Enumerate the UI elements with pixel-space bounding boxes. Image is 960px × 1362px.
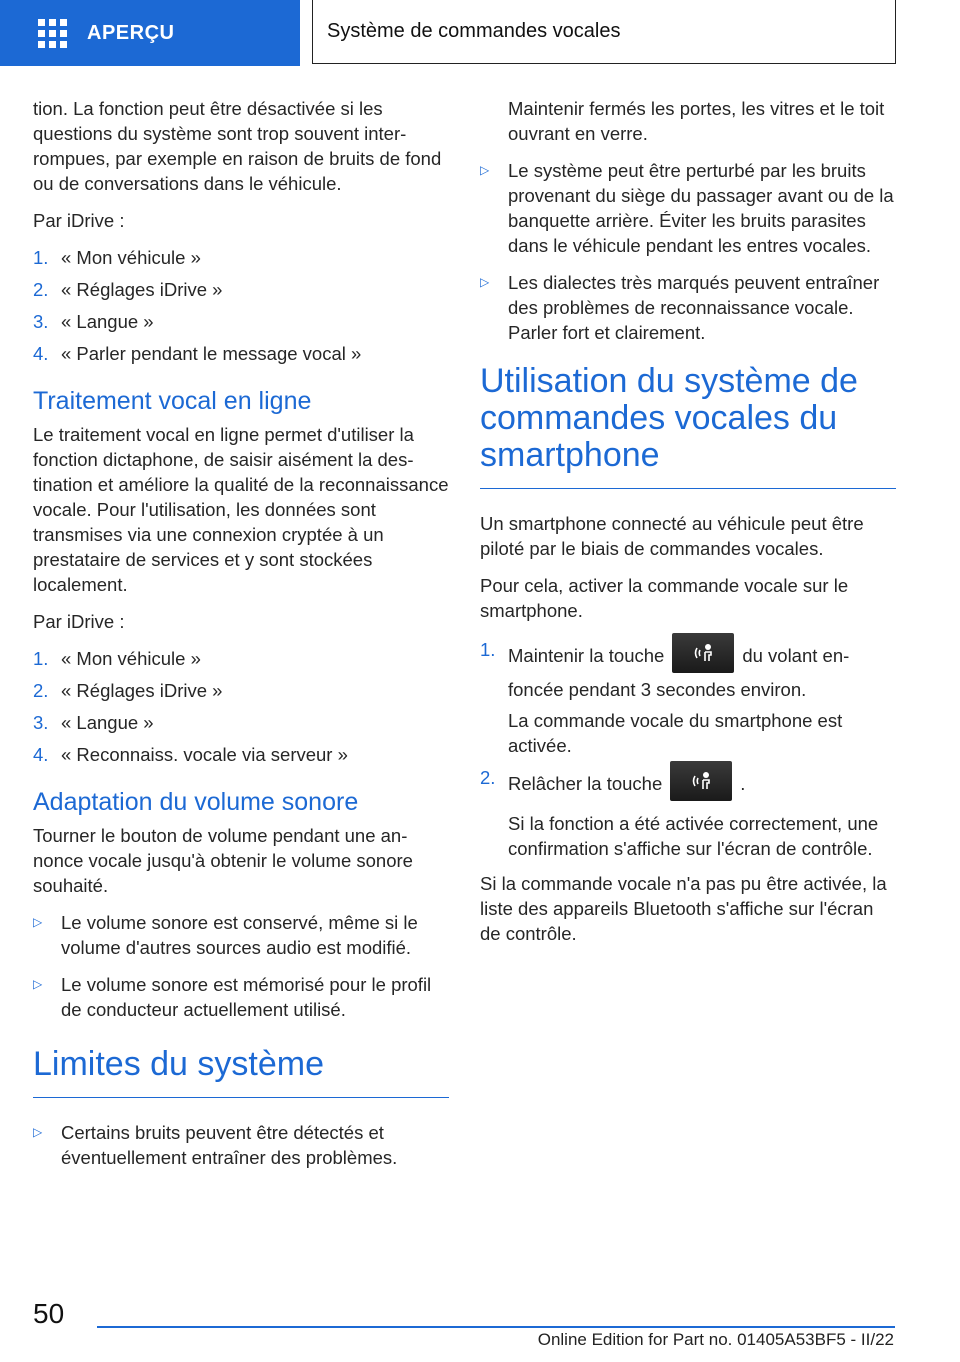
bullet-triangle-icon: ▷ (33, 915, 43, 929)
voice-command-icon (670, 761, 732, 801)
intro-paragraph: tion. La fonction peut être désactivée si les questions du système sont trop souvent interrompues, par exemple en raison de bruits de fond ou de conversations dans le véhicule. (33, 98, 442, 194)
section-title: Système de commandes vocales (312, 0, 896, 64)
tab-apercu[interactable] (0, 0, 300, 66)
list-item: 4. « Parler pendant le message vocal » (33, 343, 362, 364)
limites-bullets-continued (480, 96, 896, 345)
smartphone-paragraph-1: Un smartphone connecté au véhicule peut être piloté par le biais de commandes vocales. (480, 513, 864, 559)
idrive-steps-list (33, 646, 449, 767)
bullet-triangle-icon: ▷ (480, 275, 490, 289)
smartphone-paragraph-2: Pour cela, activer la commande vocale sur le smartphone. (480, 575, 849, 621)
limites-bullets (33, 1120, 449, 1170)
adaptation-paragraph: Tourner le bouton de volume pendant une annonce vocale jusqu'à obtenir le volume sonore souhaité. (33, 825, 413, 896)
list-item: 1. Maintenir la touche du volant enfoncée pendant 3 secondes environ. La commande vocale du smartphone est activée. (480, 637, 896, 758)
list-item: ▷ Le volume sonore est conservé, même si le volume d'autres sources audio est modifié. (33, 912, 418, 958)
idrive-steps-list (33, 245, 449, 366)
list-item: 2. « Réglages iDrive » (33, 680, 223, 701)
heading-traitement-vocal: Traitement vocal en ligne (33, 387, 312, 415)
voice-command-icon (672, 633, 734, 673)
smartphone-paragraph-3: Si la commande vocale n'a pas pu être activée, la liste des appareils Bluetooth s'affiche sur l'écran de contrôle. (480, 873, 887, 944)
list-item: 2. « Réglages iDrive » (33, 279, 223, 300)
tab-apercu-label: APERÇU (87, 21, 175, 44)
list-item: ▷ Le système peut être perturbé par les bruits provenant du siège du passager avant ou de la banquette arrière. Éviter les bruits parasites dans le véhicule pendant les entres vocales. (480, 160, 894, 256)
heading-utilisation-smartphone: Utilisation du système de commandes vocales du smartphone (480, 363, 896, 489)
list-item: 1. « Mon véhicule » (33, 247, 201, 268)
list-item: ▷ Certains bruits peuvent être détectés et éventuellement entraîner des problèmes. (33, 1122, 398, 1168)
page-number: 50 (33, 1298, 65, 1329)
list-item: 3. « Langue » (33, 712, 154, 733)
par-idrive-label: Par iDrive : (33, 210, 125, 231)
list-item: ▷ Le volume sonore est mémorisé pour le profil de conducteur actuellement utilisé. (33, 974, 432, 1020)
header-bar (0, 0, 960, 66)
footer-edition: Online Edition for Part no. 01405A53BF5 - II/22 (537, 1330, 894, 1349)
bullet-triangle-icon: ▷ (33, 1125, 43, 1139)
adaptation-bullets (33, 910, 449, 1022)
list-item: 2. Relâcher la touche . Si la fonction a été activée correctement, une confirmation s'affiche sur l'écran de contrôle. (480, 765, 896, 861)
list-item: ▷ Les dialectes très marqués peuvent entraîner des problèmes de reconnaissance vocale. Parler fort et clairement. (480, 272, 880, 343)
list-item: 1. « Mon véhicule » (33, 648, 201, 669)
heading-adaptation-volume: Adaptation du volume sonore (33, 788, 359, 816)
list-item: 3. « Langue » (33, 311, 154, 332)
right-column (480, 96, 896, 958)
list-item: Maintenir fermés les portes, les vitres et le toit ouvrant en verre. (508, 98, 885, 144)
left-column (33, 96, 449, 1182)
smartphone-steps-list (480, 637, 896, 861)
bullet-triangle-icon: ▷ (480, 163, 490, 177)
par-idrive-label: Par iDrive : (33, 611, 125, 632)
heading-limites-systeme: Limites du système (33, 1046, 449, 1098)
traitement-paragraph: Le traitement vocal en ligne permet d'utiliser la fonction dictaphone, de saisir aisément la destination et améliore la qualité de la reconnaissance vocale. Pour l'utilisation, les données sont transmises via une connexion cryptée à un prestataire de services et y sont stockées localement. (33, 424, 449, 595)
grid-icon (38, 19, 67, 48)
footer-divider (97, 1326, 895, 1328)
list-item: 4. « Reconnaiss. vocale via serveur » (33, 744, 348, 765)
bullet-triangle-icon: ▷ (33, 977, 43, 991)
